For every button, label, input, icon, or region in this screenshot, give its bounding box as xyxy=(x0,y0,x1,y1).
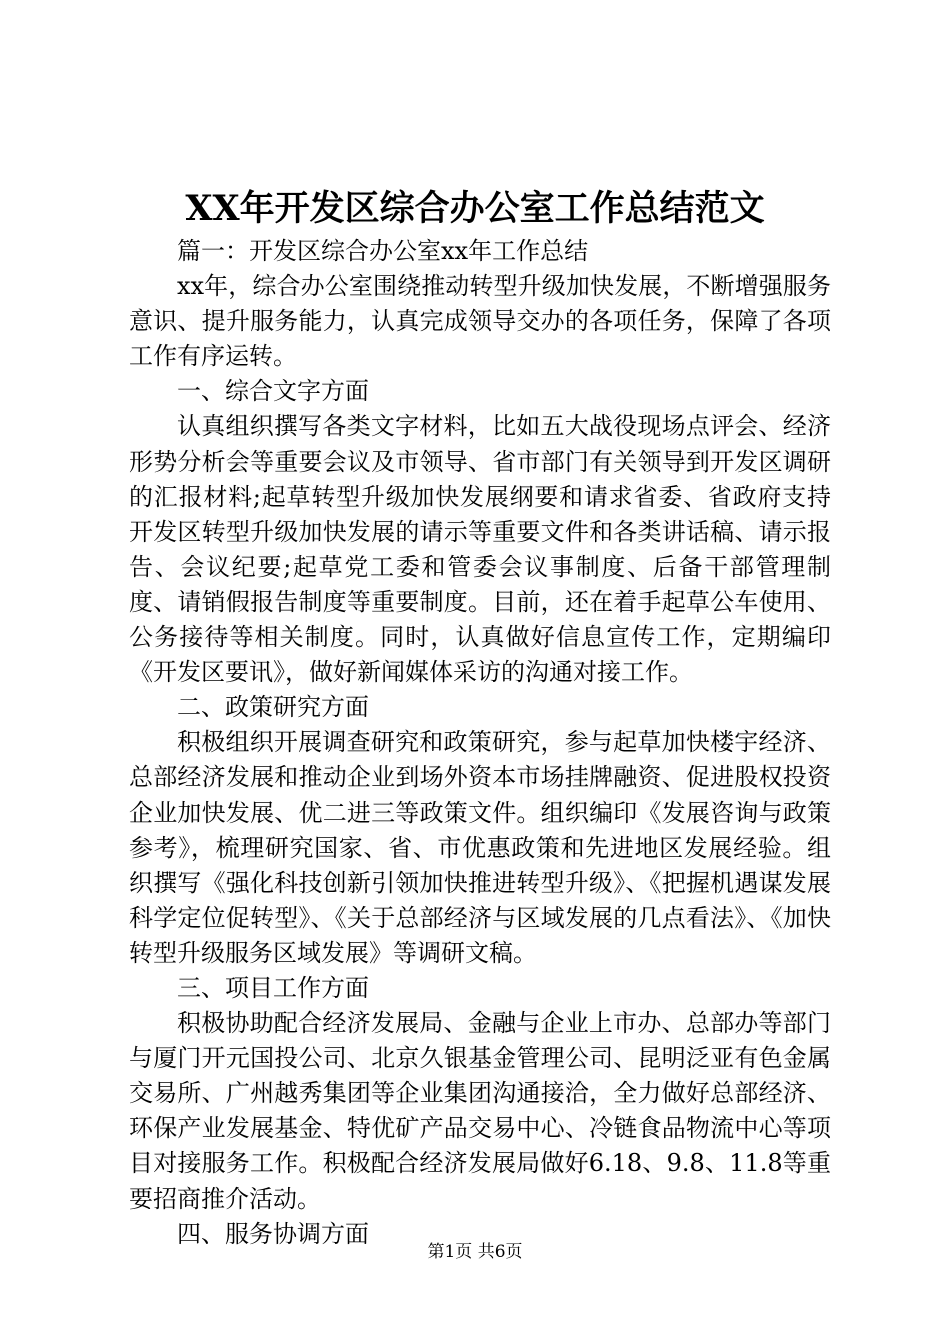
section-paragraph-1: 认真组织撰写各类文字材料，比如五大战役现场点评会、经济形势分析会等重要会议及市领导、省市部门有关领导到开发区调研的汇报材料;起草转型升级加快发展纲要和请求省委、省政府支持开发区转型升级加快发展的请示等重要文件和各类讲话稿、请示报告、会议纪要;起草党工委和管委会议事制度、后备干部管理制度、请销假报告制度等重要制度。目前，还在着手起草公车使用、公务接待等相关制度。同时，认真做好信息宣传工作，定期编印《开发区要讯》，做好新闻媒体采访的沟通对接工作。 xyxy=(129,412,831,687)
intro-paragraph: xx年，综合办公室围绕推动转型升级加快发展，不断增强服务意识、提升服务能力，认真完成领导交办的各项任务，保障了各项工作有序运转。 xyxy=(129,272,831,371)
section-heading-1: 一、综合文字方面 xyxy=(177,377,369,406)
document-body xyxy=(129,234,831,1252)
section-heading-3: 三、项目工作方面 xyxy=(177,973,369,1002)
document-title: XX年开发区综合办公室工作总结范文 xyxy=(185,188,765,229)
section-paragraph-3: 积极协助配合经济发展局、金融与企业上市办、总部办等部门与厦门开元国投公司、北京久银基金管理公司、昆明泛亚有色金属交易所、广州越秀集团等企业集团沟通接洽，全力做好总部经济、环保产业发展基金、特优矿产品交易中心、冷链食品物流中心等项目对接服务工作。积极配合经济发展局做好6.18、9.8、11.8等重要招商推介活动。 xyxy=(129,1009,831,1213)
section-intro-heading: 篇一：开发区综合办公室xx年工作总结 xyxy=(177,237,589,265)
section-paragraph-2: 积极组织开展调查研究和政策研究，参与起草加快楼宇经济、总部经济发展和推动企业到场外资本市场挂牌融资、促进股权投资企业加快发展、优二进三等政策文件。组织编印《发展咨询与政策参考》，梳理研究国家、省、市优惠政策和先进地区发展经验。组织撰写《强化科技创新引领加快推进转型升级》、《把握机遇谋发展科学定位促转型》、《关于总部经济与区域发展的几点看法》、《加快转型升级服务区域发展》等调研文稿。 xyxy=(129,728,831,967)
page-number-footer: 第1页 共6页 xyxy=(427,1242,523,1262)
section-heading-4: 四、服务协调方面 xyxy=(177,1219,369,1248)
section-heading-2: 二、政策研究方面 xyxy=(177,693,369,722)
